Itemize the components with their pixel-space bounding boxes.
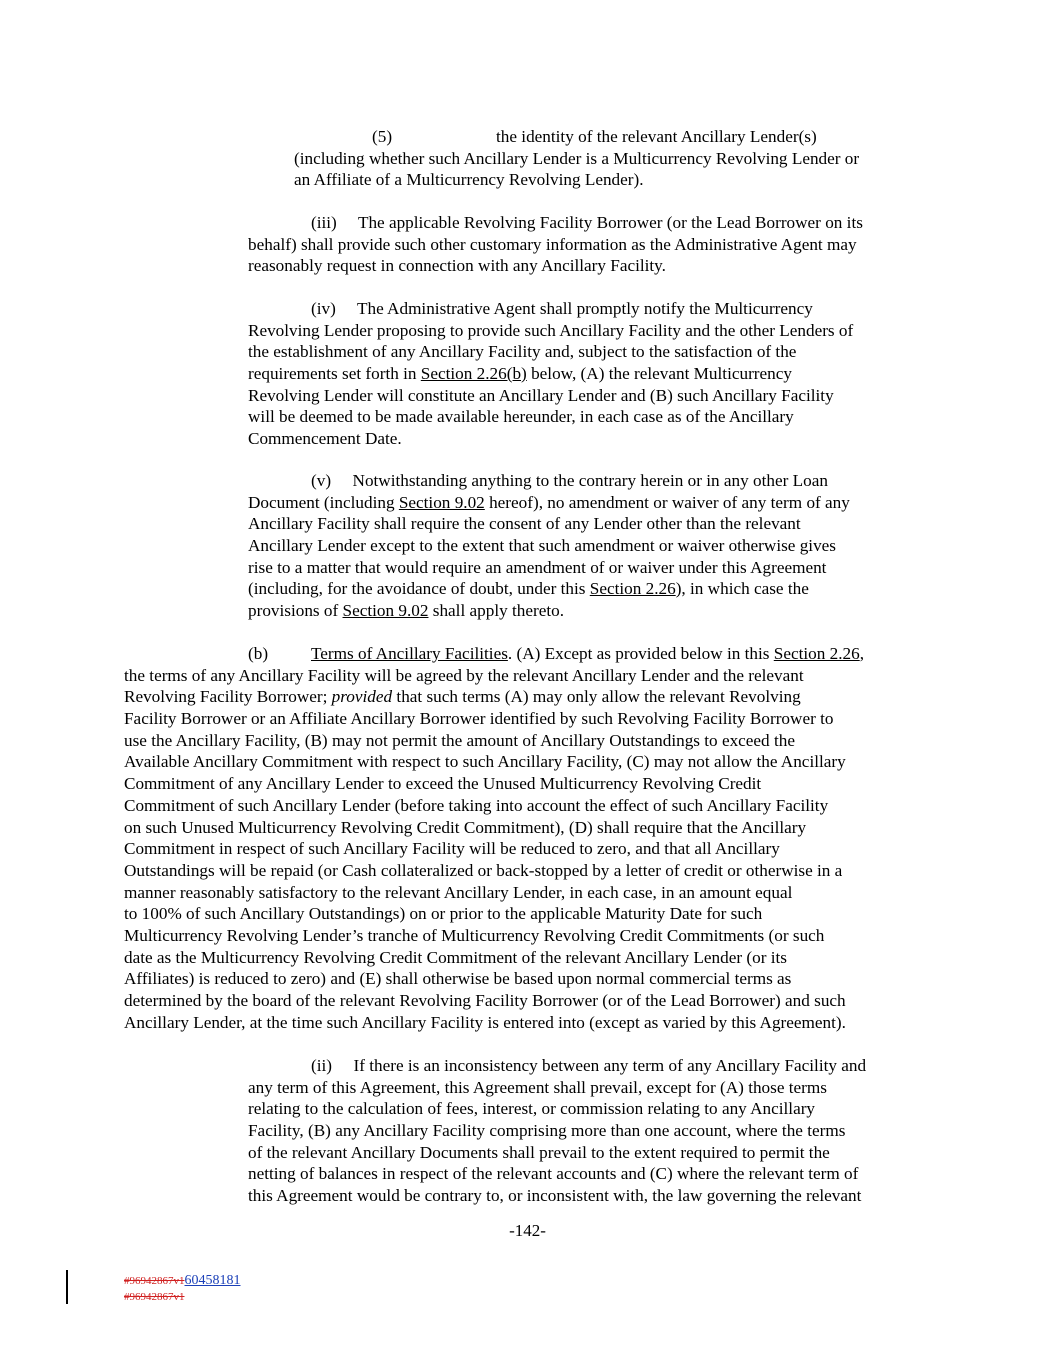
text-run: below, (A) the relevant Multicurrency xyxy=(526,364,792,384)
document-id xyxy=(124,1274,241,1288)
clause-b-line: Multicurrency Revolving Lender’s tranche of Multicurrency Revolving Credit Commitments (or such xyxy=(124,925,825,945)
clause-b-heading-line xyxy=(311,643,864,665)
text-run: . (A) Except as provided below in this xyxy=(507,644,774,663)
clause-b-line: use the Ancillary Facility, (B) may not permit the amount of Ancillary Outstandings to exceed the xyxy=(124,730,795,750)
clause-v-line xyxy=(248,578,850,600)
item-5-line: (including whether such Ancillary Lender is a Multicurrency Revolving Lender or xyxy=(294,148,860,168)
clause-b-heading: Terms of Ancillary Facilities xyxy=(311,644,508,663)
clause-v-line xyxy=(248,492,850,514)
clause-b-line: manner reasonably satisfactory to the relevant Ancillary Lender, in each case, in an amount equal xyxy=(124,882,793,902)
item-5-line: the identity of the relevant Ancillary Lender(s) xyxy=(496,127,817,146)
clause-ii-line: Facility, (B) any Ancillary Facility comprising more than one account, where the terms xyxy=(248,1121,846,1141)
change-bar xyxy=(66,1270,68,1304)
clause-b-line: to 100% of such Ancillary Outstandings) on or prior to the applicable Maturity Date for such xyxy=(124,904,763,924)
clause-iv-line: Commencement Date. xyxy=(248,429,402,449)
clause-v-line: Ancillary Facility shall require the consent of any Lender other than the relevant xyxy=(248,514,801,534)
clause-iv-line xyxy=(248,363,853,385)
text-run: , xyxy=(859,644,864,663)
clause-b-line: date as the Multicurrency Revolving Credit Commitment of the relevant Ancillary Lender (or its xyxy=(124,947,787,967)
clause-b-line: Commitment in respect of such Ancillary Facility will be reduced to zero, and that all Ancillary xyxy=(124,839,780,859)
clause-ii-line: relating to the calculation of fees, interest, or commission relating to any Ancillary xyxy=(248,1099,816,1119)
clause-b-first-line xyxy=(124,643,864,665)
clause-iv-line: Revolving Lender will constitute an Ancillary Lender and (B) such Ancillary Facility xyxy=(248,385,834,405)
item-5 xyxy=(294,126,859,191)
document-id-deleted: #96942867v1 xyxy=(124,1291,185,1303)
clause-v xyxy=(248,470,850,622)
clause-iv xyxy=(248,298,853,450)
clause-iv-line: the establishment of any Ancillary Facility and, subject to the satisfaction of the xyxy=(248,342,797,362)
text-run: provisions of xyxy=(248,601,343,621)
document-id-inserted: 60458181 xyxy=(184,1273,241,1288)
clause-b-line: the terms of any Ancillary Facility will be agreed by the relevant Ancillary Lender and the relevant xyxy=(124,665,804,685)
text-run: ), in which case the xyxy=(675,579,809,599)
clause-v-line: Ancillary Lender except to the extent that such amendment or waiver otherwise gives xyxy=(248,536,836,556)
clause-iv-line: (iv) The Administrative Agent shall promptly notify the Multicurrency xyxy=(311,299,813,318)
item-5-line: an Affiliate of a Multicurrency Revolving Lender). xyxy=(294,170,644,190)
clause-b-line: on such Unused Multicurrency Revolving Credit Commitment), (D) shall require that the Ancillary xyxy=(124,817,807,837)
document-id-2 xyxy=(124,1291,185,1304)
clause-b-number: (b) xyxy=(248,644,269,663)
page-number: -142- xyxy=(509,1221,546,1240)
text-run: shall apply thereto. xyxy=(428,601,565,621)
provided-italic: provided xyxy=(331,687,393,707)
clause-b-line: Outstandings will be repaid (or Cash collateralized or back-stopped by a letter of credit or otherwise in a xyxy=(124,860,843,880)
clause-b-line: Ancillary Lender, at the time such Ancillary Facility is entered into (except as varied by this Agreement). xyxy=(124,1012,846,1032)
item-5-number: (5) xyxy=(372,127,393,146)
text-run: hereof), no amendment or waiver of any term of any xyxy=(484,492,850,512)
text-run: that such terms (A) may only allow the relevant Revolving xyxy=(392,687,801,707)
text-run: requirements set forth in xyxy=(248,364,421,384)
clause-iii-line: behalf) shall provide such other customary information as the Administrative Agent may xyxy=(248,234,857,254)
clause-b-line: Commitment of such Ancillary Lender (before taking into account the effect of such Ancillary Facility xyxy=(124,795,829,815)
clause-iv-line: Revolving Lender proposing to provide such Ancillary Facility and the other Lenders of xyxy=(248,320,854,340)
clause-b-line: Affiliates) is reduced to zero) and (E) shall otherwise be based upon normal commercial terms as xyxy=(124,969,792,989)
clause-b-line: Available Ancillary Commitment with respect to such Ancillary Facility, (C) may not allow the Ancillary xyxy=(124,752,846,772)
clause-b-line: Facility Borrower or an Affiliate Ancillary Borrower identified by such Revolving Facility Borrower to xyxy=(124,709,834,729)
clause-ii-line: this Agreement would be contrary to, or inconsistent with, the law governing the relevant xyxy=(248,1186,862,1206)
clause-iii-line: reasonably request in connection with any Ancillary Facility. xyxy=(248,256,666,276)
clause-ii xyxy=(248,1055,866,1207)
clause-ii-line: netting of balances in respect of the relevant accounts and (C) where the relevant term of xyxy=(248,1164,859,1184)
clause-iii xyxy=(248,212,863,277)
clause-v-line: (v) Notwithstanding anything to the contrary herein or in any other Loan xyxy=(311,471,828,490)
clause-ii-line: of the relevant Ancillary Documents shall prevail to the extent required to permit the xyxy=(248,1142,830,1162)
clause-v-line: rise to a matter that would require an amendment of or waiver under this Agreement xyxy=(248,557,827,577)
section-link-2-26[interactable]: Section 2.26 xyxy=(773,644,860,663)
clause-v-line xyxy=(248,600,850,622)
section-link-2-26[interactable]: Section 2.26 xyxy=(589,579,676,599)
clause-b-line: determined by the board of the relevant Revolving Facility Borrower (or of the Lead Borrower) and such xyxy=(124,991,846,1010)
clause-iv-line: will be deemed to be made available hereunder, in each case as of the Ancillary xyxy=(248,407,794,427)
clause-b-line xyxy=(124,686,846,708)
document-id-deleted: #96942867v1 xyxy=(124,1275,185,1287)
clause-ii-line: any term of this Agreement, this Agreement shall prevail, except for (A) those terms xyxy=(248,1077,827,1097)
text-run: (including, for the avoidance of doubt, under this xyxy=(248,579,590,599)
text-run: Revolving Facility Borrower; xyxy=(124,687,332,707)
section-link-9-02[interactable]: Section 9.02 xyxy=(342,601,429,621)
clause-b-line: Commitment of any Ancillary Lender to exceed the Unused Multicurrency Revolving Credit xyxy=(124,774,762,794)
clause-b xyxy=(124,643,864,1033)
section-link-2-26b[interactable]: Section 2.26(b) xyxy=(420,364,527,384)
section-link-9-02[interactable]: Section 9.02 xyxy=(398,492,485,512)
text-run: Document (including xyxy=(248,492,399,512)
clause-iii-line: (iii) The applicable Revolving Facility Borrower (or the Lead Borrower on its xyxy=(311,213,863,232)
clause-ii-line: (ii) If there is an inconsistency between any term of any Ancillary Facility and xyxy=(311,1056,867,1075)
